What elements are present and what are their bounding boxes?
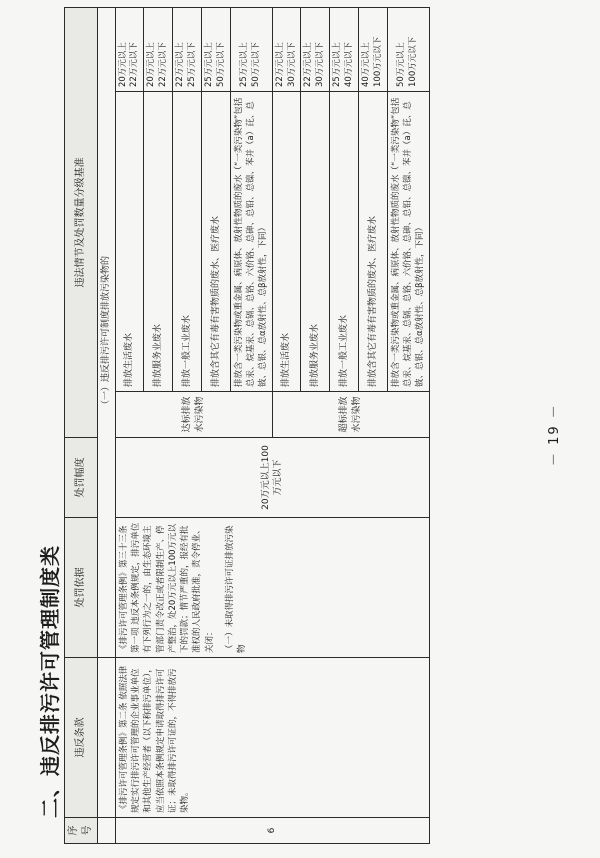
row-clause: 《排污许可管理条例》第二条 依照法律规定实行排污许可管理的企业事业单位和其他生产经营者（以下称排污单位），应当依照本条例规定申请取得排污许可证；未取得排污许可证的，不得排放污染物。 bbox=[115, 658, 429, 818]
item-desc: 排放含其它有毒有害物质的废水、医疗废水 bbox=[201, 92, 230, 392]
header-graded: 违法情节及处罚数量分级基准 bbox=[65, 7, 98, 437]
item-desc: 排放生活废水 bbox=[115, 92, 144, 392]
item-desc: 排放一般工业废水 bbox=[330, 92, 359, 392]
row-seq: 6 bbox=[115, 818, 429, 844]
item-amount: 25万元以上 40万元以下 bbox=[330, 7, 359, 91]
basis-main: 《排污许可管理条例》第三十三条第一项 违反本条例规定，排污单位有下列行为之一的，由生态环境主管部门责令改正或者限制生产、停产整治，处20万元以上100万元以下的罚款；情节严重的，报经有批准权的人民政府批准，责令停业、关闭： bbox=[118, 522, 215, 653]
item-desc: 排放含其它有毒有害物质的废水、医疗废水 bbox=[359, 92, 388, 392]
item-amount: 20万元以上 22万元以下 bbox=[115, 7, 144, 91]
row-basis bbox=[115, 518, 429, 658]
row-range: 20万元以上100万元以下 bbox=[115, 438, 429, 518]
item-amount: 25万元以上 50万元以下 bbox=[201, 7, 230, 91]
penalty-table bbox=[64, 7, 430, 844]
item-amount: 25万元以上 50万元以下 bbox=[230, 7, 272, 91]
header-basis: 处罚依据 bbox=[65, 518, 98, 658]
table-row bbox=[115, 7, 144, 843]
item-desc: 排放一般工业废水 bbox=[173, 92, 202, 392]
section-heading: 二、违反排污许可管理制度类 bbox=[38, 545, 62, 818]
item-desc: 排放服务业废水 bbox=[301, 92, 330, 392]
item-desc: 排放生活废水 bbox=[272, 92, 301, 392]
section-label: （一）违反排污许可制度排放污染物的 bbox=[98, 7, 116, 657]
item-desc: 排放含一类污染物或重金属、病原体、放射性物质的废水（“一类污染物”包括总汞、烷基汞、总镉、总铬、六价铬、总砷、总铅、总镍、苯并（a）芘、总铍、总银、总α放射性、总β放射性，下同） bbox=[230, 92, 272, 392]
item-amount: 22万元以上 30万元以下 bbox=[301, 7, 330, 91]
group-label: 达标排放水污染物 bbox=[115, 392, 272, 438]
header-range: 处罚幅度 bbox=[65, 438, 98, 518]
basis-item: （一）未取得排污许可证排放污染物 bbox=[225, 525, 248, 653]
item-desc: 排放服务业废水 bbox=[144, 92, 173, 392]
item-amount: 40万元以上 100万元以下 bbox=[359, 7, 388, 91]
section-row bbox=[98, 7, 116, 843]
header-seq: 序号 bbox=[65, 818, 98, 844]
item-amount: 20万元以上 22万元以下 bbox=[144, 7, 173, 91]
item-amount: 22万元以上 25万元以下 bbox=[173, 7, 202, 91]
group-label: 超标排放水污染物 bbox=[272, 392, 429, 438]
header-row bbox=[65, 7, 98, 843]
page-number: － 19 － bbox=[547, 403, 562, 466]
item-desc: 排放含一类污染物或重金属、病原体、放射性物质的废水（“一类污染物”包括总汞、烷基汞、总镉、总铬、六价铬、总砷、总铅、总镍、苯并（a）芘、总铍、总银、总α放射性、总β放射性，下同） bbox=[387, 92, 429, 392]
item-amount: 50万元以上 100万元以下 bbox=[387, 7, 429, 91]
header-clause: 违反条款 bbox=[65, 658, 98, 818]
item-amount: 22万元以上 30万元以下 bbox=[272, 7, 301, 91]
